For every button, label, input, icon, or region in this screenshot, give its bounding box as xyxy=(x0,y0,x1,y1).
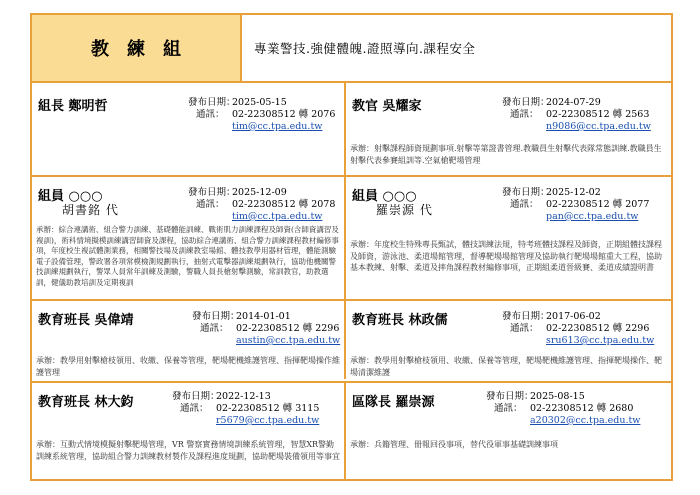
staff-card-5 xyxy=(346,301,671,381)
publish-date: 2014-01-01 xyxy=(236,311,291,322)
staff-contact: 發布日期：2014-01-01 通訊： 02-22308512 轉 2296 austin@cc.tpa.edu.tw xyxy=(192,311,341,346)
phone-number: 02-22308512 轉 3115 xyxy=(216,403,320,414)
staff-role-name: 教官 吳耀家 xyxy=(352,99,422,114)
email-link[interactable]: pan@cc.tpa.edu.tw xyxy=(546,211,639,222)
staff-contact: 發布日期：2025-08-15 通訊： 02-22308512 轉 2680 a20302@cc.tpa.edu.tw xyxy=(486,391,641,426)
phone-number: 02-22308512 轉 2078 xyxy=(232,199,336,210)
staff-card-1 xyxy=(346,83,671,175)
staff-contact: 發布日期：2022-12-13 通訊： 02-22308512 轉 3115 r5679@cc.tpa.edu.tw xyxy=(172,391,320,426)
publish-date: 2017-06-02 xyxy=(546,311,601,322)
duty-description: 承辦：互動式情境模擬射擊靶場管理，VR 警察實務情境訓練系統管理，智慧XR警勤訓練系統管理，協助組合警力訓練教材製作及課程進度規劃，協助靶場裝備領用等事宜 xyxy=(36,440,340,461)
staff-contact: 發布日期：2024-07-29 通訊： 02-22308512 轉 2563 n9086@cc.tpa.edu.tw xyxy=(502,97,651,132)
staff-contact: 發布日期：2025-12-09 通訊： 02-22308512 轉 2078 tim@cc.tpa.edu.tw xyxy=(188,187,336,222)
header xyxy=(32,15,671,81)
staff-role-name: 組員 ○○○ xyxy=(38,189,103,204)
email-link[interactable]: austin@cc.tpa.edu.tw xyxy=(236,335,341,346)
phone-number: 02-22308512 轉 2563 xyxy=(546,109,650,120)
duty-description: 承辦：綜合連講術、組合警力訓練、基礎體能訓練、戰術肌力訓練課程及師資(含師資講習及複訓)，術科情境擬模訓練講習師資及課程，協助綜合連講術、組合警力訓練課程教材編修事項，年度校生複試體測業務，相關警技場及訓練教室場館、體技教學用器材管理，體能測驗電子設備管理，警政署各項常模檢測規劃執行，抽射式電擊器訓練規劃執行，協助他機關警技訓練規劃執行，警眾人員常年訓練及測驗，警職人員長槍射擊測驗，常訓教官，助教選訓，健儀助教培訓及定期複訓 xyxy=(36,225,339,287)
staff-contact: 發布日期：2017-06-02 通訊： 02-22308512 轉 2296 sru613@cc.tpa.edu.tw xyxy=(502,311,655,346)
acting-name: 羅崇源 代 xyxy=(376,203,433,217)
staff-contact: 發布日期：2025-05-15 通訊： 02-22308512 轉 2076 tim@cc.tpa.edu.tw xyxy=(188,97,336,132)
staff-contact: 發布日期：2025-12-02 通訊： 02-22308512 轉 2077 pan@cc.tpa.edu.tw xyxy=(502,187,650,222)
email-link[interactable]: a20302@cc.tpa.edu.tw xyxy=(530,415,641,426)
publish-date: 2025-05-15 xyxy=(232,97,287,108)
publish-date: 2025-08-15 xyxy=(530,391,585,402)
duty-description: 承辦：射擊課程師資規劃事項.射擊等第證書管理.教職員生射擊代表隊常態訓練.教職員生射擊代表參賽組訓等.空氣槍靶場管理 xyxy=(350,144,662,165)
motto: 專業警技.強健體魄.證照導向.課程安全 xyxy=(254,41,476,56)
phone-number: 02-22308512 轉 2077 xyxy=(546,199,650,210)
staff-card-3 xyxy=(346,177,671,299)
publish-date: 2022-12-13 xyxy=(216,391,271,402)
staff-role-name: 區隊長 羅崇源 xyxy=(352,395,435,410)
phone-number: 02-22308512 轉 2680 xyxy=(530,403,634,414)
publish-date: 2024-07-29 xyxy=(546,97,601,108)
email-link[interactable]: sru613@cc.tpa.edu.tw xyxy=(546,335,655,346)
page-title: 教練組 xyxy=(91,39,199,60)
email-link[interactable]: n9086@cc.tpa.edu.tw xyxy=(546,121,651,132)
duty-description: 承辦：教學用射擊槍枝領用、收繳、保養等管理，靶場靶機維護管理、指揮靶場操作、靶場清潔維護 xyxy=(350,356,662,377)
staff-role-name: 教育班長 吳偉靖 xyxy=(38,313,134,328)
duty-description: 承辦：教學用射擊槍枝領用、收繳、保養等管理，靶場靶機維護管理、指揮靶場操作維護管理 xyxy=(36,356,340,377)
publish-date: 2025-12-09 xyxy=(232,187,287,198)
acting-name: 胡書銘 代 xyxy=(62,203,119,217)
staff-card-4 xyxy=(32,301,344,381)
publish-date: 2025-12-02 xyxy=(546,187,601,198)
staff-card-2 xyxy=(32,177,344,299)
staff-card-0 xyxy=(32,83,344,175)
staff-role-name: 組長 鄭明哲 xyxy=(38,99,108,114)
phone-number: 02-22308512 轉 2296 xyxy=(236,323,340,334)
email-link[interactable]: tim@cc.tpa.edu.tw xyxy=(232,121,323,132)
staff-card-7 xyxy=(346,383,671,481)
phone-number: 02-22308512 轉 2076 xyxy=(232,109,336,120)
staff-role-name: 教育班長 林大鈞 xyxy=(38,395,134,410)
staff-role-name: 教育班長 林政儒 xyxy=(352,313,448,328)
staff-directory xyxy=(30,13,673,481)
staff-card-6 xyxy=(32,383,344,481)
title-box xyxy=(32,15,242,81)
email-link[interactable]: r5679@cc.tpa.edu.tw xyxy=(216,415,320,426)
staff-role-name: 組員 ○○○ xyxy=(352,189,417,204)
phone-number: 02-22308512 轉 2296 xyxy=(546,323,650,334)
email-link[interactable]: tim@cc.tpa.edu.tw xyxy=(232,211,323,222)
duty-description: 承辦：兵籍管理、冊報回役事項，替代役軍事基礎訓練事項 xyxy=(350,440,558,449)
duty-description: 承辦：年度校生特殊專長甄試，體技訓練法規，特考班體技課程及師資，正期組體技課程及師資，游泳池、柔道場館管理，督導靶場場館管理及協助執行靶場場館重大工程，協助基本教練、射擊、柔道及摔角課程教材編修事項，正期組柔道晉級賽、柔道成績證明書 xyxy=(350,240,662,272)
